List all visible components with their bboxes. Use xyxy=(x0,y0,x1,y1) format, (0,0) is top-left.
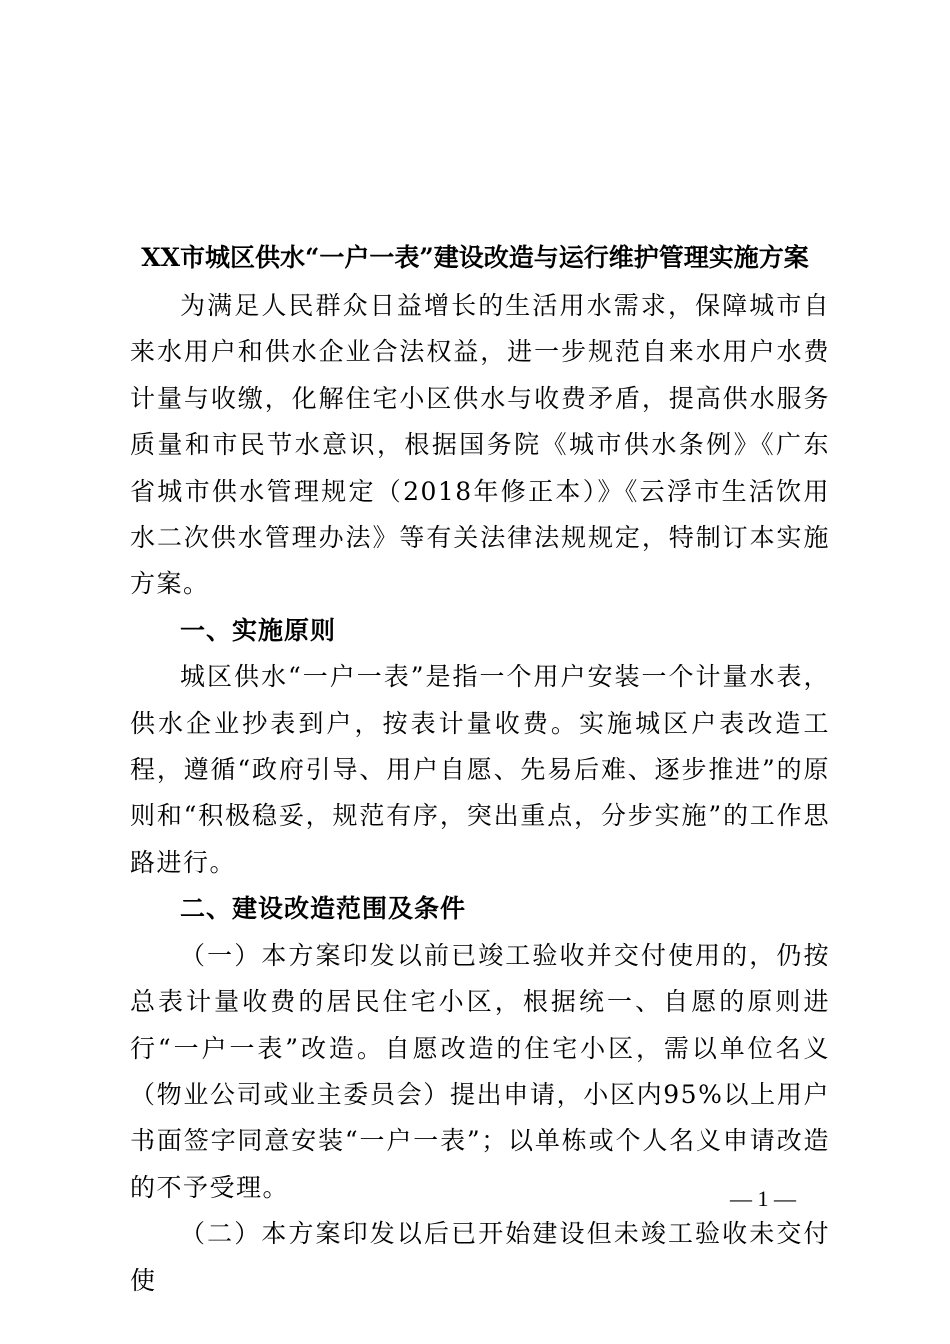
section-heading-scope: 二、建设改造范围及条件 xyxy=(180,894,467,924)
page-number: — 1 — xyxy=(730,1186,796,1211)
document-title: XX市城区供水“一户一表”建设改造与运行维护管理实施方案 xyxy=(141,243,809,272)
scope-item-2: （二）本方案印发以后已开始建设但未竣工验收未交付使 xyxy=(130,1219,830,1295)
scope-item-1: （一）本方案印发以前已竣工验收并交付使用的，仍按总表计量收费的居民住宅小区，根据统一、自愿的原则进行“一户一表”改造。自愿改造的住宅小区，需以单位名义（物业公司或业主委员会）提出申请，小区内95%以上用户书面签字同意安装“一户一表”；以单栋或个人名义申请改造的不予受理。 xyxy=(130,940,830,1202)
document-body xyxy=(130,283,830,1304)
principles-paragraph: 城区供水“一户一表”是指一个用户安装一个计量水表，供水企业抄表到户，按表计量收费。实施城区户表改造工程，遵循“政府引导、用户自愿、先易后难、逐步推进”的原则和“积极稳妥，规范有序，突出重点，分步实施”的工作思路进行。 xyxy=(130,662,830,877)
intro-paragraph: 为满足人民群众日益增长的生活用水需求，保障城市自来水用户和供水企业合法权益，进一步规范自来水用户水费计量与收缴，化解住宅小区供水与收费矛盾，提高供水服务质量和市民节水意识，根据国务院《城市供水条例》《广东省城市供水管理规定（2018年修正本）》《云浮市生活饮用水二次供水管理办法》等有关法律法规规定，特制订本实施方案。 xyxy=(130,291,830,599)
section-heading-principles: 一、实施原则 xyxy=(180,615,337,645)
